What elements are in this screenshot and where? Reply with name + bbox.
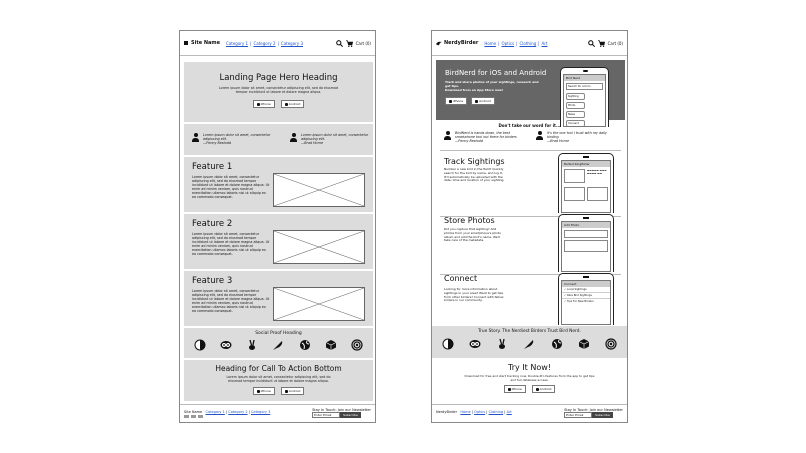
social-icon[interactable] <box>184 415 189 418</box>
feature-1-title: Feature 1 <box>192 162 233 172</box>
cart-icon[interactable] <box>598 40 605 47</box>
hero-download-text: Download from an App Store now! <box>445 88 504 92</box>
footer-link-art[interactable]: Art <box>506 410 512 414</box>
apple-icon <box>449 100 452 103</box>
nav-link-category-3[interactable]: Category 3 <box>280 40 303 46</box>
apple-icon <box>257 390 260 393</box>
android-icon <box>475 100 478 103</box>
app-screen-title: Connect <box>562 281 610 287</box>
email-input[interactable]: Enter Email <box>312 412 340 418</box>
footer-link-clothing[interactable]: Clothing <box>488 410 504 414</box>
person-icon <box>444 131 451 140</box>
testimonial-section <box>184 124 373 155</box>
feature-track-title: Track Sightings <box>444 157 505 166</box>
wireframe-nerdybirder-landing <box>431 30 628 423</box>
bird-photo <box>564 169 585 183</box>
testimonial-2: It's the one tool I trust with my daily birding. —Brad Horne <box>536 131 616 143</box>
social-icon[interactable] <box>191 415 196 418</box>
map-thumb <box>587 187 608 201</box>
person-icon <box>192 133 199 142</box>
feature-3-title: Feature 3 <box>192 276 233 286</box>
phone-speaker <box>583 217 589 219</box>
app-search-input[interactable]: Search for a bird... <box>566 83 603 90</box>
app-sighting-button[interactable]: Sighting <box>566 93 585 100</box>
footer-link-category-1[interactable]: Category 1 <box>205 410 225 414</box>
footer-link-optics[interactable]: Optics <box>474 410 486 414</box>
feature-3-body: Lorem ipsum dolor sit amet, consectetur adipiscing elit, sed do eiusmod tempor incididunt ut labore et dolore magna aliqua. Ut enim ad minim veniam, quis nostrud exercitation ullamco laboris nisi ut aliquip ex ea commodo consequat. <box>192 289 270 314</box>
social-logos <box>432 338 627 350</box>
app-screen-title: Belted Kingfisher <box>562 161 610 167</box>
menu-item-tips[interactable]: ✓ Tips For New Birders <box>564 300 594 303</box>
site-name[interactable]: NerdyBirder <box>444 40 479 46</box>
phone-mockup-connect <box>558 273 614 325</box>
owl-logo-icon <box>469 338 481 350</box>
feature-connect-title: Connect <box>444 274 478 283</box>
feature-1-body: Lorem ipsum dolor sit amet, consectetur adipiscing elit, sed do eiusmod tempor incididunt ut labore et dolore magna aliqua. Ut enim ad minim veniam, quis nostrud exercitation ullamco laboris nisi ut aliquip ex ea commodo consequat. <box>192 175 270 200</box>
nav-link-home[interactable]: Home <box>484 40 497 46</box>
email-input[interactable]: Enter Email <box>564 412 592 418</box>
menu-item-local-sightings[interactable]: ✓ Local Sightings <box>562 287 610 293</box>
feather-logo-icon <box>272 339 284 351</box>
iphone-download-button[interactable]: iPhone <box>445 97 467 105</box>
image-placeholder <box>273 287 365 321</box>
globe-logo-icon <box>551 338 563 350</box>
subscribe-button[interactable]: Subscribe <box>340 412 361 418</box>
cart-label[interactable]: Cart (0) <box>607 40 623 46</box>
cart-icon[interactable] <box>346 40 353 47</box>
android-download-button[interactable]: Android <box>471 97 495 105</box>
feature-3-section <box>184 271 373 326</box>
phone-speaker <box>583 156 589 158</box>
testimonial-1: BirdNerd is hands down, the best smartphone tool out there for birders —Penny Bestodd <box>444 131 524 143</box>
app-title: Bird Nerd <box>564 75 605 81</box>
iphone-download-button[interactable]: iPhone <box>253 100 275 108</box>
map-thumb <box>564 187 585 201</box>
globe-logo-icon <box>299 339 311 351</box>
nav-link-art[interactable]: Art <box>541 40 548 46</box>
contrast-logo-icon <box>442 338 454 350</box>
image-placeholder <box>273 230 365 264</box>
app-connect-button[interactable]: Connect <box>566 120 585 127</box>
phone-speaker <box>583 276 589 278</box>
hero-heading: BirdNerd for iOS and Android <box>445 69 547 77</box>
footer-link-category-2[interactable]: Category 2 <box>228 410 248 414</box>
cube-logo-icon <box>578 338 590 350</box>
app-photo-button[interactable]: Photo <box>566 102 585 109</box>
hero-body: Lorem ipsum dolor sit amet, consectetur adipiscing elit, sed do eiusmod tempor incididunt ut labore et dolore magna aliqua. <box>218 86 339 95</box>
target-logo-icon <box>605 338 617 350</box>
contrast-logo-icon <box>194 339 206 351</box>
feature-2-title: Feature 2 <box>192 219 233 229</box>
feature-2-body: Lorem ipsum dolor sit amet, consectetur adipiscing elit, sed do eiusmod tempor incididunt ut labore et dolore magna aliqua. Ut enim ad minim veniam, quis nostrud exercitation ullamco laboris nisi ut aliquip ex ea commodo consequat. <box>192 232 270 257</box>
person-icon <box>290 133 297 142</box>
logo-square <box>184 41 188 45</box>
footer-link-category-3[interactable]: Category 3 <box>250 410 271 414</box>
hero-body: Track and share photos of your sightings, research and get tips. <box>445 80 539 88</box>
menu-item-rare-sightings[interactable]: ✓ Rare Bird Sightings <box>562 293 610 299</box>
footer-site-name: NerdyBirder <box>436 410 458 414</box>
android-icon <box>285 390 288 393</box>
android-icon <box>285 103 288 106</box>
social-proof-section <box>432 326 627 358</box>
feather-logo-icon <box>523 338 535 350</box>
social-proof-heading: True Story. The Nerdiest Birders Trust Bird Nerd. <box>478 329 581 334</box>
site-name[interactable]: Site Name <box>191 40 220 46</box>
app-screen-title: Add Photo <box>562 222 610 228</box>
target-logo-icon <box>351 339 363 351</box>
social-proof-section <box>184 328 373 358</box>
subscribe-button[interactable]: Subscribe <box>592 412 613 418</box>
footer-link-home[interactable]: Home <box>460 410 471 414</box>
bird-logo-icon <box>436 41 442 46</box>
cta-section <box>184 360 373 401</box>
nav-link-clothing[interactable]: Clothing <box>519 40 537 46</box>
search-icon[interactable] <box>588 40 595 47</box>
iphone-download-button[interactable]: iPhone <box>504 385 526 393</box>
photo-name-input[interactable] <box>564 230 608 238</box>
cta-body: Download for free and start tracking now. Double-Pro features from the app to get tips and full database access. <box>464 374 595 382</box>
divider <box>440 150 621 151</box>
quotes-heading: Don't take our word for it... <box>498 123 561 128</box>
newsletter-label: Stay In Touch: Join our Newsletter <box>312 408 371 412</box>
feature-1-section <box>184 157 373 212</box>
top-nav: Site Name Category 1 | Category 2 | Category 3 Cart (0) <box>180 31 375 56</box>
cta-section <box>432 363 627 393</box>
android-download-button[interactable]: Android <box>532 385 556 393</box>
feature-connect-body: Looking for more information about sightings in your area? Want to get tips from other birders? Connect with fellow birders in our community. <box>444 287 504 303</box>
social-icon[interactable] <box>198 415 203 418</box>
testimonial-1: Lorem ipsum dolor sit amet, consectetur adipiscing elit. —Penny Bestodd <box>192 133 272 145</box>
android-icon <box>536 388 539 391</box>
nav-link-category-2[interactable]: Category 2 <box>253 40 276 46</box>
hero-heading: Landing Page Hero Heading <box>219 73 338 83</box>
phone-mockup-hero <box>560 67 609 127</box>
feature-photos-title: Store Photos <box>444 216 495 225</box>
hero-section <box>184 62 373 122</box>
newsletter-label: Stay In Touch: Join our Newsletter <box>564 408 623 412</box>
phone-mockup-track: Belted Kingfisher ▬▬▬▬▬ ▬▬▬ ▬▬▬▬ ▬▬ <box>558 153 614 213</box>
phone-screen <box>563 74 606 127</box>
apple-icon <box>257 103 260 106</box>
app-news-button[interactable]: News <box>566 111 585 118</box>
phone-speaker <box>583 70 588 72</box>
phone-mockup-photos <box>558 214 614 272</box>
iphone-download-button[interactable]: iPhone <box>253 387 275 395</box>
nav-link-category-1[interactable]: Category 1 <box>226 40 249 46</box>
footer: NerdyBirder Home | Optics | Clothing | Art Stay In Touch: Join our Newsletter Enter Email Subscribe <box>432 404 627 422</box>
search-icon[interactable] <box>336 40 343 47</box>
peace-hand-logo-icon <box>246 339 258 351</box>
top-nav: NerdyBirder Home | Optics | Clothing | Art Cart (0) <box>432 31 627 56</box>
wireframe-generic-landing <box>179 30 376 423</box>
android-download-button[interactable]: Android <box>281 387 305 395</box>
cta-heading: Try It Now! <box>508 363 551 372</box>
cta-heading: Heading for Call To Action Bottom <box>215 364 342 373</box>
footer-site-name: Site Name <box>184 410 203 414</box>
footer: Site Name Category 1 | Category 2 | Category 3 Stay In Touch: Join our Newsletter Enter Email Subscribe <box>180 404 375 422</box>
android-download-button[interactable]: Android <box>281 100 305 108</box>
photo-preview <box>564 240 608 252</box>
social-proof-heading: Social Proof Heading <box>255 331 302 336</box>
feature-photos-body: Did you capture that sighting? Add photos from your smartphone's photo album and add the bird's name. We'll take care of the metadata. <box>444 227 501 243</box>
nav-link-optics[interactable]: Optics <box>501 40 515 46</box>
cta-body: Lorem ipsum dolor sit amet, consectetur adipiscing elit, sed do eiusmod tempor incididunt ut labore et dolore magna aliqua. <box>226 375 331 384</box>
testimonial-2: Lorem ipsum dolor sit amet, consectetur adipiscing elit. —Brad Horne <box>290 133 370 145</box>
feature-2-section <box>184 214 373 269</box>
image-placeholder <box>273 173 365 207</box>
owl-logo-icon <box>220 339 232 351</box>
social-logos <box>184 339 373 351</box>
cube-logo-icon <box>325 339 337 351</box>
person-icon <box>536 131 543 140</box>
cart-label[interactable]: Cart (0) <box>355 40 371 46</box>
peace-hand-logo-icon <box>496 338 508 350</box>
apple-icon <box>508 388 511 391</box>
feature-track-body: Number a new bird in the field? Quickly search for the bird by name, and log it. It'll automatically be uploaded with the date, time and location of your sighting. <box>444 167 505 183</box>
